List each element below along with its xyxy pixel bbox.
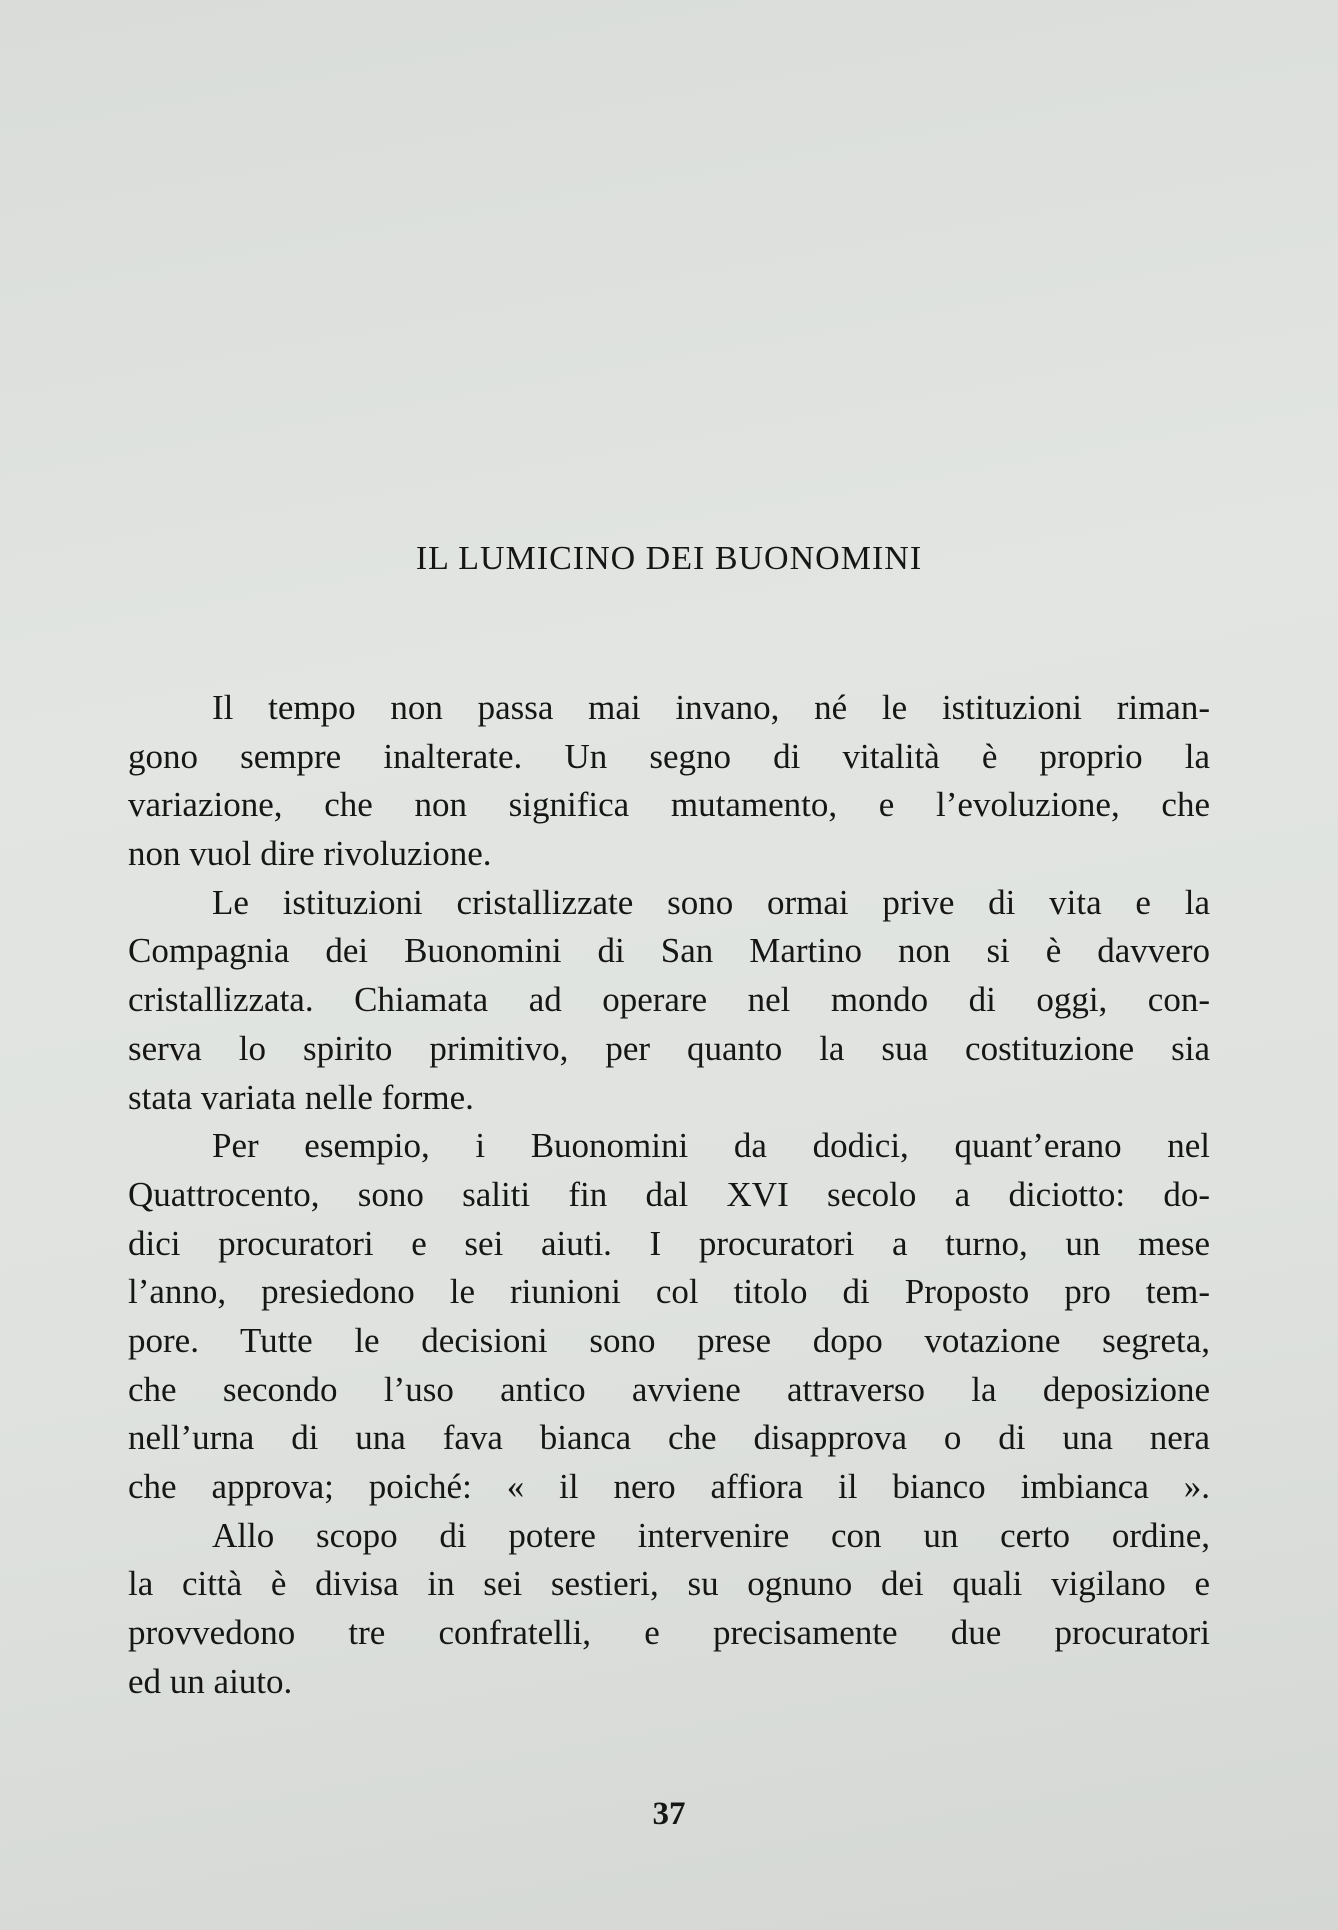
text-line: variazione, che non significa mutamento, e l’evoluzione, che	[128, 785, 1210, 825]
page-number: 37	[652, 1796, 686, 1832]
text-line: nell’urna di una fava bianca che disapprova o di una nera	[128, 1418, 1210, 1458]
text-line: provvedono tre confratelli, e precisamente due procuratori	[128, 1613, 1210, 1653]
text-line: Il tempo non passa mai invano, né le istituzioni riman-	[212, 688, 1210, 727]
text-line: pore. Tutte le decisioni sono prese dopo votazione segreta,	[128, 1320, 1210, 1360]
text-line: Compagnia dei Buonomini di San Martino non si è davvero	[128, 931, 1210, 971]
text-line: gono sempre inalterate. Un segno di vitalità è proprio la	[128, 736, 1210, 776]
text-line: serva lo spirito primitivo, per quanto la sua costituzione sia	[128, 1028, 1210, 1068]
text-line: dici procuratori e sei aiuti. I procuratori a turno, un mese	[128, 1223, 1210, 1263]
text-line: Le istituzioni cristallizzate sono ormai prive di vita e la	[212, 882, 1210, 922]
text-line: Per esempio, i Buonomini da dodici, quant’erano nel	[212, 1126, 1210, 1166]
chapter-body	[128, 684, 1210, 1706]
text-line: ed un aiuto.	[128, 1661, 293, 1701]
text-line: cristallizzata. Chiamata ad operare nel mondo di oggi, con-	[128, 980, 1210, 1020]
text-line: l’anno, presiedono le riunioni col titolo di Proposto pro tem-	[128, 1272, 1210, 1312]
text-line: non vuol dire rivoluzione.	[128, 834, 492, 874]
text-line: che secondo l’uso antico avviene attraverso la deposizione	[128, 1369, 1210, 1409]
paragraph	[128, 1122, 1210, 1512]
text-line: Quattrocento, sono saliti fin dal XVI secolo a diciotto: do-	[128, 1174, 1210, 1214]
text-line: la città è divisa in sei sestieri, su ognuno dei quali vigilano e	[128, 1564, 1210, 1604]
paragraph	[128, 879, 1210, 1122]
text-line: stata variata nelle forme.	[128, 1077, 474, 1117]
text-line: che approva; poiché: « il nero affiora il bianco imbianca ».	[128, 1467, 1210, 1506]
paragraph	[128, 684, 1210, 879]
text-line: Allo scopo di potere intervenire con un certo ordine,	[212, 1515, 1210, 1555]
chapter-title: IL LUMICINO DEI BUONOMINI	[415, 540, 923, 577]
paragraph	[128, 1512, 1210, 1707]
